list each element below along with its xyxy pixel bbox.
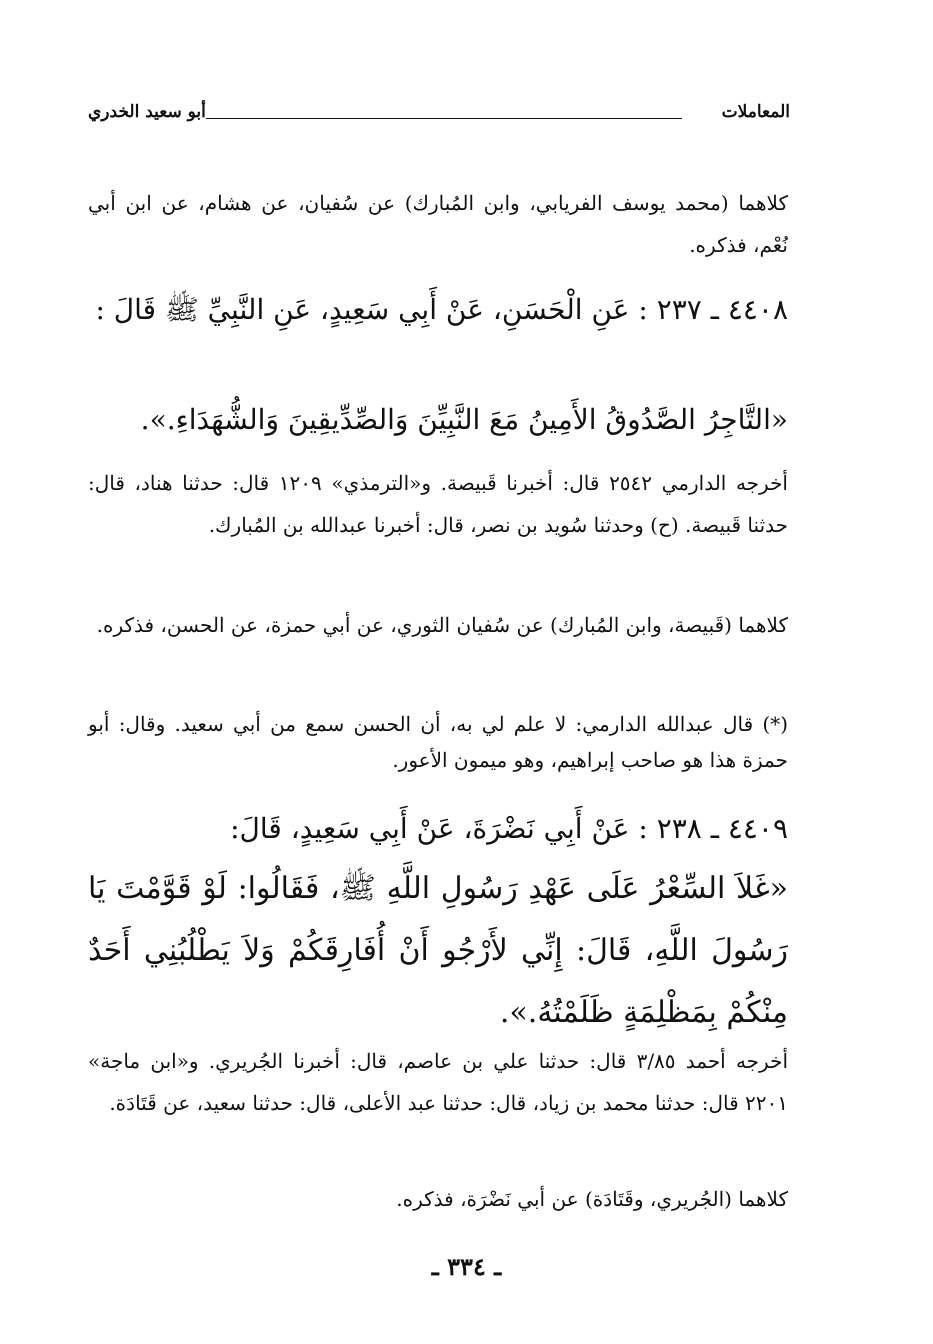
takhrij-paragraph: أخرجه الدارمي ٢٥٤٢ قال: أخبرنا قَبيصة. و«الترمذي» ١٢٠٩ قال: حدثنا هناد، قال: حدثنا قَبيصة. (ح) وحدثنا سُويد بن نصر، قال: أخبرنا عبدالله بن المُبارك.: [88, 471, 788, 537]
hadith-text: «التَّاجِرُ الصَّدُوقُ الأَمِينُ مَعَ النَّبِيِّنَ وَالصِّدِّيقِينَ وَالشُّهَدَاءِ.».: [140, 403, 788, 436]
narrator-title: أبو سعيد الخدري: [88, 102, 206, 122]
running-header: [88, 98, 790, 128]
page-number: ـ ٣٣٤ ـ: [431, 1252, 502, 1281]
attribution-paragraph: كلاهما (محمد يوسف الفريابي، وابن المُبارك) عن سُفيان، عن هشام، عن ابن أبي نُعْم، فذكره.: [88, 191, 788, 257]
attribution-paragraph: كلاهما (الجُريري، وقَتَادَة) عن أبي نَضْرَة، فذكره.: [396, 1187, 788, 1211]
header-rule: [206, 118, 682, 119]
attribution-paragraph: كلاهما (قَبيصة، وابن المُبارك) عن سُفيان الثوري، عن أبي حمزة، عن الحسن، فذكره.: [96, 613, 788, 637]
hadith-text: «غَلاَ السِّعْرُ عَلَى عَهْدِ رَسُولِ اللَّهِ ﷺ، فَقَالُوا: لَوْ قَوَّمْتَ يَا رَسُولَ اللَّهِ، قَالَ: إِنِّي لأَرْجُو أَنْ أُفَارِقَكُمْ وَلاَ يَطْلُبُنِي أَحَدٌ مِنْكُمْ بِمَظْلِمَةٍ ظَلَمْتُهُ.».: [88, 871, 788, 1030]
hadith-heading: ٤٤٠٩ ـ ٢٣٨ : عَنْ أَبِي نَضْرَةَ، عَنْ أَبِي سَعِيدٍ، قَالَ:: [230, 812, 788, 845]
takhrij-paragraph: أخرجه أحمد ٣/٨٥ قال: حدثنا علي بن عاصم، قال: أخبرنا الجُريري. و«ابن ماجة» ٢٢٠١ قال: حدثنا محمد بن زياد، قال: حدثنا عبد الأعلى، قال: حدثنا سعيد، عن قَتَادَة.: [88, 1049, 788, 1115]
hadith-heading: ٤٤٠٨ ـ ٢٣٧ : عَنِ الْحَسَنِ، عَنْ أَبِي سَعِيدٍ، عَنِ النَّبِيِّ ﷺ قَالَ :: [95, 293, 788, 326]
chapter-title: المعاملات: [721, 102, 790, 122]
footnote: (*) قال عبدالله الدارمي: لا علم لي به، أن الحسن سمع من أبي سعيد. وقال: أبو حمزة هذا هو صاحب إبراهيم، وهو ميمون الأعور.: [88, 712, 788, 772]
